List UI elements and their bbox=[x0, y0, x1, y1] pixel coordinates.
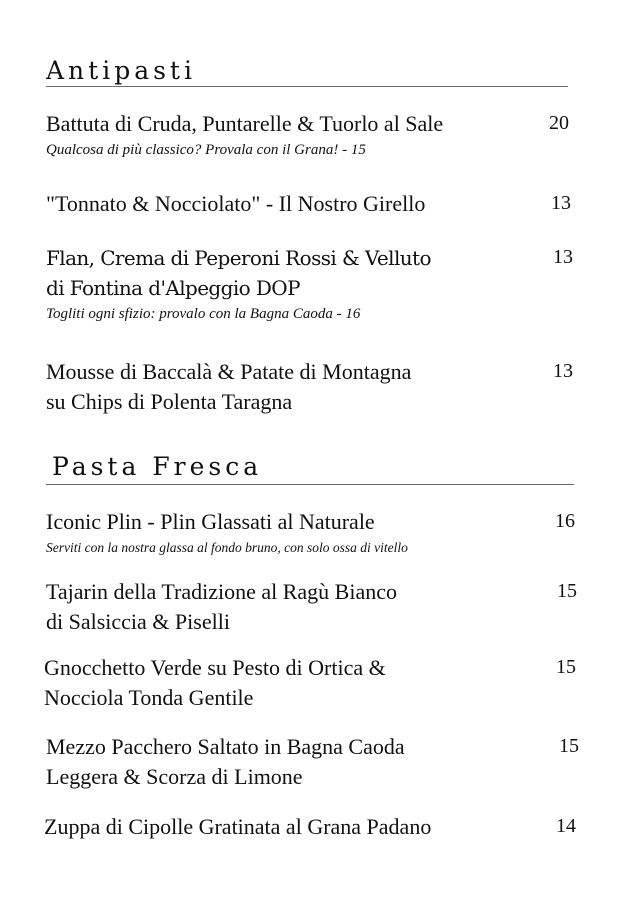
item-name: Mousse di Baccalà & Patate di Montagna bbox=[46, 359, 412, 384]
item-name: Flan, Crema di Peperoni Rossi & Velluto bbox=[46, 246, 431, 270]
section-divider bbox=[46, 484, 574, 485]
item-name: di Salsiccia & Piselli bbox=[46, 609, 230, 634]
item-name: Battuta di Cruda, Puntarelle & Tuorlo al Sale bbox=[46, 111, 444, 136]
item-name: Nocciola Tonda Gentile bbox=[44, 685, 254, 710]
item-price: 16 bbox=[555, 510, 575, 532]
item-name: "Tonnato & Nocciolato" - Il Nostro Girello bbox=[46, 191, 426, 216]
menu-item bbox=[46, 357, 586, 417]
item-name: Iconic Plin - Plin Glassati al Naturale bbox=[46, 509, 375, 534]
item-price: 15 bbox=[557, 580, 577, 602]
item-name: Leggera & Scorza di Limone bbox=[46, 764, 303, 789]
menu-item bbox=[46, 243, 586, 323]
item-name: Tajarin della Tradizione al Ragù Bianco bbox=[46, 579, 397, 604]
item-note: Serviti con la nostra glassa al fondo bruno, con solo ossa di vitello bbox=[46, 540, 408, 555]
item-price: 20 bbox=[549, 112, 569, 134]
menu-item bbox=[46, 189, 586, 219]
item-name: Mezzo Pacchero Saltato in Bagna Caoda bbox=[46, 734, 405, 759]
item-name: su Chips di Polenta Taragna bbox=[46, 389, 293, 414]
menu-item bbox=[46, 732, 586, 792]
item-price: 13 bbox=[553, 360, 573, 382]
item-name: Zuppa di Cipolle Gratinata al Grana Padano bbox=[44, 814, 432, 839]
item-note: Togliti ogni sfizio: provalo con la Bagna Caoda - 16 bbox=[46, 306, 361, 322]
item-price: 15 bbox=[556, 656, 576, 678]
section-title-pasta-fresca: Pasta Fresca bbox=[52, 452, 263, 481]
item-note: Qualcosa di più classico? Provala con il Grana! - 15 bbox=[46, 142, 366, 158]
item-price: 13 bbox=[551, 192, 571, 214]
section-divider bbox=[46, 86, 568, 87]
menu-item bbox=[44, 653, 584, 713]
item-price: 15 bbox=[559, 735, 579, 757]
menu-item bbox=[46, 577, 586, 637]
menu-item bbox=[44, 812, 584, 842]
item-price: 14 bbox=[556, 815, 576, 837]
menu-item bbox=[46, 507, 586, 557]
item-price: 13 bbox=[553, 246, 573, 268]
item-name: Gnocchetto Verde su Pesto di Ortica & bbox=[44, 655, 386, 680]
menu-item bbox=[46, 109, 586, 159]
section-title-antipasti: Antipasti bbox=[46, 56, 196, 85]
item-name: di Fontina d'Alpeggio DOP bbox=[46, 276, 300, 300]
